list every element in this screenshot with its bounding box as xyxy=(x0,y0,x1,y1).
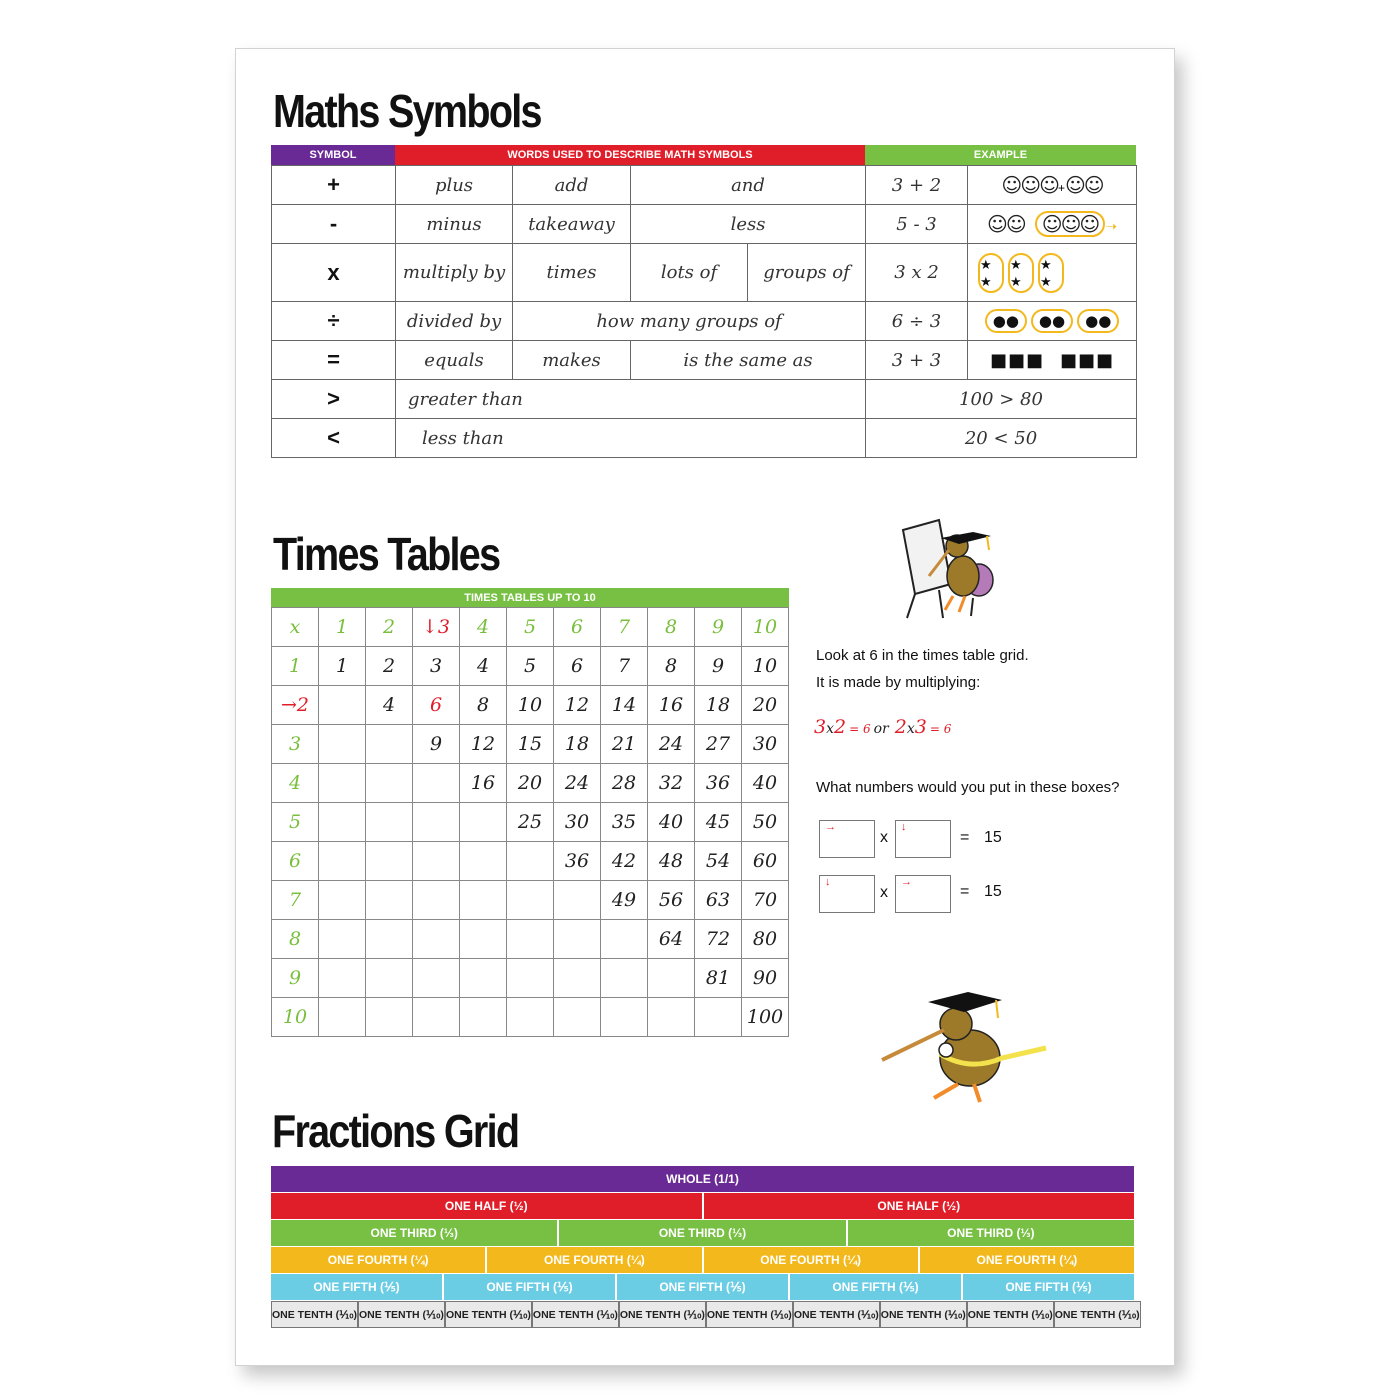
word-equals: equals xyxy=(396,341,513,380)
arrow-right-icon: → xyxy=(825,821,836,833)
times-cell: 12 xyxy=(554,686,601,725)
times-cell: 6 xyxy=(554,647,601,686)
times-cell xyxy=(601,920,648,959)
picture-divide xyxy=(968,302,1137,341)
fraction-third: ONE THIRD (⅓) xyxy=(559,1220,847,1246)
times-header-cell: 4 xyxy=(460,608,507,647)
times-row xyxy=(272,647,789,686)
star-group-icon: ★ ★ xyxy=(978,253,1004,293)
times-cell: 21 xyxy=(601,725,648,764)
times-cell xyxy=(319,686,366,725)
word-is-the-same-as: is the same as xyxy=(631,341,866,380)
times-header-cell: 2 xyxy=(366,608,413,647)
word-groups-of: groups of xyxy=(748,244,866,302)
times-cell xyxy=(319,764,366,803)
times-cell xyxy=(460,959,507,998)
times-cell: 36 xyxy=(554,842,601,881)
times-cell xyxy=(366,842,413,881)
fractions-grid-title: Fractions Grid xyxy=(272,1105,519,1157)
fraction-tenth: ONE TENTH (⅒) xyxy=(358,1301,445,1328)
row-less xyxy=(272,419,1137,458)
times-cell: 16 xyxy=(648,686,695,725)
times-row xyxy=(272,725,789,764)
times-cell xyxy=(554,920,601,959)
symbol-plus: + xyxy=(272,166,396,205)
times-cell: 56 xyxy=(648,881,695,920)
fraction-tenth: ONE TENTH (⅒) xyxy=(793,1301,880,1328)
times-cell: 8 xyxy=(648,647,695,686)
fraction-row-fourth xyxy=(271,1247,1134,1273)
fraction-row-fifth xyxy=(271,1274,1134,1300)
times-header-cell: ↓3 xyxy=(413,608,460,647)
times-header-cell: 7 xyxy=(601,608,648,647)
answer-box-row2-col1[interactable] xyxy=(819,875,875,913)
example-plus: 3 + 2 xyxy=(866,166,968,205)
times-cell: 6 xyxy=(413,686,460,725)
word-lots-of: lots of xyxy=(631,244,748,302)
times-row xyxy=(272,959,789,998)
fraction-row-whole xyxy=(271,1166,1134,1192)
times-cell xyxy=(319,920,366,959)
times-cell xyxy=(413,803,460,842)
words-header: WORDS USED TO DESCRIBE MATH SYMBOLS xyxy=(395,145,865,165)
times-cell: 15 xyxy=(507,725,554,764)
times-cell: 16 xyxy=(460,764,507,803)
times-header-cell: 5 xyxy=(272,803,319,842)
word-less-than: less than xyxy=(396,419,866,458)
times-table-grid xyxy=(271,607,789,1037)
times-sign: x xyxy=(880,884,888,901)
eq-result-2: = 6 xyxy=(929,722,952,736)
result-15: 15 xyxy=(984,829,1002,846)
smiley-group-icon: ☺☺☺ xyxy=(1001,173,1058,197)
times-header-cell: 7 xyxy=(272,881,319,920)
times-cell xyxy=(319,881,366,920)
times-cell: 80 xyxy=(742,920,789,959)
dot-group-icon: ●● xyxy=(1031,309,1073,333)
word-add: add xyxy=(513,166,631,205)
smiley-group-icon: ☺☺ xyxy=(1064,173,1103,197)
answer-box-row2-col2[interactable] xyxy=(895,875,951,913)
times-cell xyxy=(319,725,366,764)
times-cell xyxy=(695,998,742,1037)
eq-times: x xyxy=(826,721,834,737)
example-divide: 6 ÷ 3 xyxy=(866,302,968,341)
question-boxes: What numbers would you put in these boxes? xyxy=(816,779,1120,796)
fraction-fifth: ONE FIFTH (⅕) xyxy=(444,1274,617,1300)
fraction-fourth: ONE FOURTH (¼) xyxy=(704,1247,920,1273)
multiplication-example xyxy=(814,716,951,738)
arrow-right-icon: → xyxy=(901,876,912,888)
word-multiply-by: multiply by xyxy=(396,244,513,302)
symbol-greater: > xyxy=(272,380,396,419)
times-cell: 18 xyxy=(554,725,601,764)
times-cell: 42 xyxy=(601,842,648,881)
times-cell xyxy=(366,803,413,842)
times-cell xyxy=(554,998,601,1037)
times-header-cell: 9 xyxy=(695,608,742,647)
times-cell xyxy=(460,998,507,1037)
times-sign: x xyxy=(880,829,888,846)
symbol-divide: ÷ xyxy=(272,302,396,341)
times-cell: 5 xyxy=(507,647,554,686)
times-cell: 9 xyxy=(695,647,742,686)
block-group-icon: ■■■ xyxy=(1060,349,1115,371)
fraction-half: ONE HALF (½) xyxy=(271,1193,704,1219)
times-cell: 4 xyxy=(460,647,507,686)
fraction-half: ONE HALF (½) xyxy=(704,1193,1135,1219)
example-greater: 100 > 80 xyxy=(866,380,1137,419)
times-cell xyxy=(507,842,554,881)
times-cell: 81 xyxy=(695,959,742,998)
fraction-row-half xyxy=(271,1193,1134,1219)
times-cell: 7 xyxy=(601,647,648,686)
symbol-equals: = xyxy=(272,341,396,380)
times-cell: 8 xyxy=(460,686,507,725)
times-cell: 30 xyxy=(554,803,601,842)
times-cell xyxy=(413,764,460,803)
times-row xyxy=(272,764,789,803)
times-cell: 64 xyxy=(648,920,695,959)
times-cell: 49 xyxy=(601,881,648,920)
times-cell xyxy=(366,959,413,998)
times-cell: 63 xyxy=(695,881,742,920)
fraction-fourth: ONE FOURTH (¼) xyxy=(271,1247,487,1273)
word-less: less xyxy=(631,205,866,244)
times-header-cell: 8 xyxy=(648,608,695,647)
times-cell: 10 xyxy=(742,647,789,686)
picture-plus xyxy=(968,166,1137,205)
plus-sign: + xyxy=(1057,181,1065,195)
times-cell: 30 xyxy=(742,725,789,764)
times-cell: 90 xyxy=(742,959,789,998)
fraction-tenth: ONE TENTH (⅒) xyxy=(880,1301,967,1328)
picture-times xyxy=(968,244,1137,302)
times-cell: 20 xyxy=(742,686,789,725)
symbol-times: x xyxy=(272,244,396,302)
word-takeaway: takeaway xyxy=(513,205,631,244)
times-cell: 9 xyxy=(413,725,460,764)
times-cell xyxy=(366,764,413,803)
fraction-tenth: ONE TENTH (⅒) xyxy=(445,1301,532,1328)
times-cell xyxy=(413,920,460,959)
times-cell xyxy=(413,842,460,881)
times-cell: 32 xyxy=(648,764,695,803)
fraction-fifth: ONE FIFTH (⅕) xyxy=(271,1274,444,1300)
times-cell: 36 xyxy=(695,764,742,803)
row-equals xyxy=(272,341,1137,380)
times-cell: 18 xyxy=(695,686,742,725)
answer-box-row1-col1[interactable] xyxy=(819,820,875,858)
times-cell xyxy=(460,842,507,881)
word-plus: plus xyxy=(396,166,513,205)
fraction-tenth: ONE TENTH (⅒) xyxy=(532,1301,619,1328)
picture-minus xyxy=(968,205,1137,244)
example-less: 20 < 50 xyxy=(866,419,1137,458)
times-cell: 20 xyxy=(507,764,554,803)
times-header-cell: 6 xyxy=(272,842,319,881)
maths-symbols-table xyxy=(271,165,1137,458)
arrow-right-icon: ➝ xyxy=(1105,218,1118,234)
times-cell xyxy=(319,803,366,842)
eq-result: = 6 xyxy=(849,722,871,736)
times-header-cell: 9 xyxy=(272,959,319,998)
times-cell: 12 xyxy=(460,725,507,764)
times-cell xyxy=(507,920,554,959)
eq-or: or xyxy=(873,721,889,737)
times-header-cell: x xyxy=(272,608,319,647)
times-cell xyxy=(413,881,460,920)
row-divide xyxy=(272,302,1137,341)
note-look-at-6: Look at 6 in the times table grid. xyxy=(816,647,1029,664)
times-cell: 70 xyxy=(742,881,789,920)
fraction-fourth: ONE FOURTH (¼) xyxy=(487,1247,703,1273)
fraction-row-third xyxy=(271,1220,1134,1246)
times-cell: 1 xyxy=(319,647,366,686)
fraction-fifth: ONE FIFTH (⅕) xyxy=(790,1274,963,1300)
times-cell xyxy=(460,881,507,920)
times-cell: 4 xyxy=(366,686,413,725)
symbol-minus: - xyxy=(272,205,396,244)
times-header-cell: 6 xyxy=(554,608,601,647)
block-group-icon: ■■■ xyxy=(989,349,1045,371)
word-and: and xyxy=(631,166,866,205)
dot-group-icon: ●● xyxy=(1077,309,1119,333)
times-header-cell: 3 xyxy=(272,725,319,764)
times-cell: 35 xyxy=(601,803,648,842)
times-cell xyxy=(413,998,460,1037)
word-times: times xyxy=(513,244,631,302)
times-cell: 28 xyxy=(601,764,648,803)
times-cell xyxy=(460,920,507,959)
times-row xyxy=(272,686,789,725)
times-row xyxy=(272,608,789,647)
times-cell: 60 xyxy=(742,842,789,881)
star-group-icon: ★ ★ xyxy=(1008,253,1034,293)
fraction-tenth: ONE TENTH (⅒) xyxy=(1054,1301,1141,1328)
fraction-fifth: ONE FIFTH (⅕) xyxy=(963,1274,1134,1300)
fraction-tenth: ONE TENTH (⅒) xyxy=(271,1301,358,1328)
fraction-fourth: ONE FOURTH (¼) xyxy=(920,1247,1134,1273)
eq-factor-a: 3 xyxy=(814,716,827,738)
fraction-tenth: ONE TENTH (⅒) xyxy=(967,1301,1054,1328)
times-row xyxy=(272,920,789,959)
picture-equals xyxy=(968,341,1137,380)
times-cell xyxy=(601,959,648,998)
times-header-cell: 1 xyxy=(319,608,366,647)
times-cell xyxy=(319,842,366,881)
example-minus: 5 - 3 xyxy=(866,205,968,244)
times-cell xyxy=(601,998,648,1037)
times-cell xyxy=(413,959,460,998)
eq-times-2: x xyxy=(906,721,915,737)
times-header-cell: 10 xyxy=(272,998,319,1037)
smiley-takeaway-icon: ☺☺☺ xyxy=(1035,211,1106,237)
row-greater xyxy=(272,380,1137,419)
row-minus xyxy=(272,205,1137,244)
row-plus xyxy=(272,166,1137,205)
times-cell xyxy=(648,998,695,1037)
times-cell xyxy=(366,725,413,764)
times-cell: 2 xyxy=(366,647,413,686)
fraction-third: ONE THIRD (⅓) xyxy=(848,1220,1134,1246)
star-group-icon: ★ ★ xyxy=(1038,253,1064,293)
row-times xyxy=(272,244,1137,302)
equals-sign: = xyxy=(960,829,970,846)
times-header-cell: 1 xyxy=(272,647,319,686)
fraction-fifth: ONE FIFTH (⅕) xyxy=(617,1274,790,1300)
times-cell: 3 xyxy=(413,647,460,686)
times-row xyxy=(272,881,789,920)
fraction-row-tenth xyxy=(271,1301,1140,1328)
times-cell: 10 xyxy=(507,686,554,725)
times-cell: 100 xyxy=(742,998,789,1037)
symbol-less: < xyxy=(272,419,396,458)
times-row xyxy=(272,998,789,1037)
times-cell xyxy=(554,959,601,998)
equals-sign: = xyxy=(960,883,970,900)
times-row xyxy=(272,842,789,881)
times-cell: 48 xyxy=(648,842,695,881)
kiwi-running-illustration xyxy=(878,988,1050,1108)
times-cell: 54 xyxy=(695,842,742,881)
times-cell: 40 xyxy=(648,803,695,842)
dot-group-icon: ●● xyxy=(985,309,1027,333)
times-header-cell: →2 xyxy=(272,686,319,725)
example-equals: 3 + 3 xyxy=(866,341,968,380)
result-15: 15 xyxy=(984,883,1002,900)
times-cell: 24 xyxy=(648,725,695,764)
times-header-cell: 5 xyxy=(507,608,554,647)
times-cell xyxy=(507,959,554,998)
word-minus: minus xyxy=(396,205,513,244)
word-makes: makes xyxy=(513,341,631,380)
word-greater-than: greater than xyxy=(396,380,866,419)
times-cell: 50 xyxy=(742,803,789,842)
fraction-tenth: ONE TENTH (⅒) xyxy=(619,1301,706,1328)
word-how-many-groups-of: how many groups of xyxy=(513,302,866,341)
arrow-down-icon: ↓ xyxy=(901,821,907,833)
times-tables-header: TIMES TABLES UP TO 10 xyxy=(271,588,789,607)
fraction-whole: WHOLE (1/1) xyxy=(271,1166,1134,1192)
eq-factor-c: 2 xyxy=(894,716,907,738)
eq-factor-d: 3 xyxy=(914,716,927,738)
times-cell xyxy=(554,881,601,920)
fraction-tenth: ONE TENTH (⅒) xyxy=(706,1301,793,1328)
symbol-header: SYMBOL xyxy=(271,145,395,165)
times-cell xyxy=(366,920,413,959)
times-cell xyxy=(648,959,695,998)
times-tables-title: Times Tables xyxy=(273,528,500,580)
times-cell: 40 xyxy=(742,764,789,803)
arrow-down-icon: ↓ xyxy=(825,876,831,888)
eq-factor-b: 2 xyxy=(834,716,847,738)
times-cell: 27 xyxy=(695,725,742,764)
times-cell xyxy=(319,998,366,1037)
answer-box-row1-col2[interactable] xyxy=(895,820,951,858)
times-cell: 72 xyxy=(695,920,742,959)
kiwi-teacher-illustration xyxy=(895,518,1005,622)
times-cell xyxy=(366,998,413,1037)
times-cell: 45 xyxy=(695,803,742,842)
times-cell: 25 xyxy=(507,803,554,842)
example-times: 3 x 2 xyxy=(866,244,968,302)
times-cell xyxy=(366,881,413,920)
times-cell xyxy=(507,998,554,1037)
note-multiplying: It is made by multiplying: xyxy=(816,674,981,691)
times-header-cell: 4 xyxy=(272,764,319,803)
fraction-third: ONE THIRD (⅓) xyxy=(271,1220,559,1246)
times-cell: 24 xyxy=(554,764,601,803)
times-row xyxy=(272,803,789,842)
smiley-group-icon: ☺☺ xyxy=(987,212,1025,236)
word-divided-by: divided by xyxy=(396,302,513,341)
times-cell xyxy=(507,881,554,920)
times-header-cell: 10 xyxy=(742,608,789,647)
times-cell xyxy=(460,803,507,842)
example-header: EXAMPLE xyxy=(865,145,1136,165)
times-header-cell: 8 xyxy=(272,920,319,959)
times-cell: 14 xyxy=(601,686,648,725)
maths-symbols-title: Maths Symbols xyxy=(273,85,541,137)
times-cell xyxy=(319,959,366,998)
